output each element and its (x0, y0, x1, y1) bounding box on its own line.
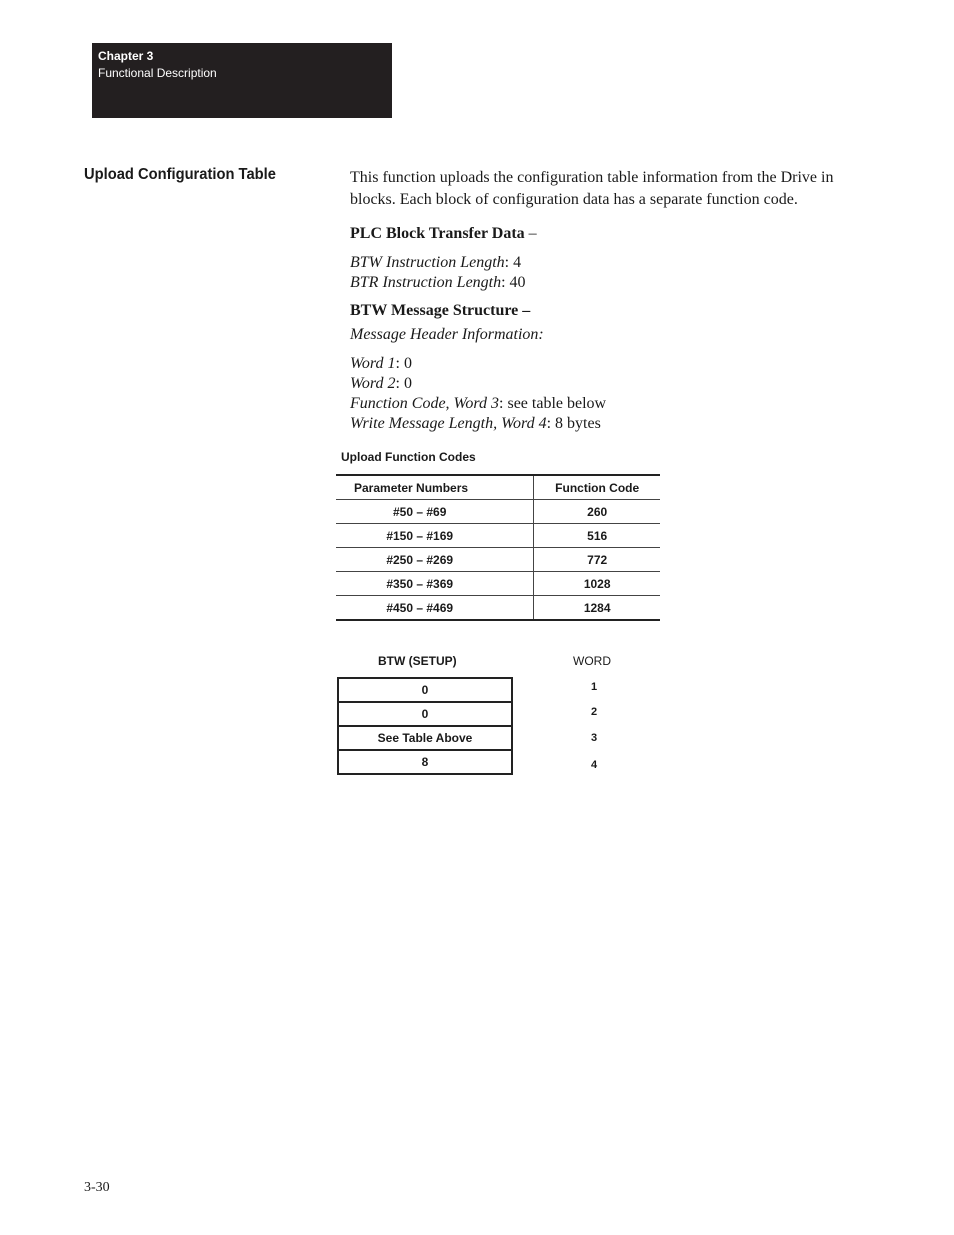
chapter-label: Chapter 3 (98, 49, 154, 63)
word-item-label: Function Code, Word 3 (350, 395, 500, 412)
page-number: 3-30 (84, 1180, 110, 1195)
btw-message-structure-heading: BTW Message Structure – (350, 302, 531, 319)
btr-instruction-length (350, 273, 526, 293)
word-item-value: : 8 bytes (546, 415, 601, 432)
word-column-title: WORD (573, 654, 611, 668)
word-item-value: : see table below (499, 395, 607, 412)
upload-function-codes-table (336, 474, 660, 621)
btw-length-value: : 4 (504, 254, 522, 271)
word-item-label: Word 2 (350, 375, 396, 392)
chapter-header (92, 43, 392, 118)
btw-word-cell: See Table Above (339, 727, 511, 751)
table-cell: #50 – #69 (336, 500, 534, 524)
btw-length-label: BTW Instruction Length (350, 254, 505, 271)
word-item-label: Word 1 (350, 355, 396, 372)
column-header: Function Code (534, 475, 660, 500)
word-list (350, 354, 606, 434)
table-row (336, 548, 660, 572)
table-cell: #450 – #469 (336, 596, 534, 621)
table-cell: 1284 (534, 596, 660, 621)
word-number: 1 (591, 681, 598, 693)
table-cell: #150 – #169 (336, 524, 534, 548)
message-header-label: Message Header Information: (350, 326, 544, 343)
table-row (336, 596, 660, 621)
table-cell: 260 (534, 500, 660, 524)
chapter-section: Functional Description (98, 66, 217, 80)
table-caption: Upload Function Codes (341, 450, 476, 464)
plc-dash: – (524, 225, 537, 242)
word-number: 3 (591, 732, 598, 744)
btw-word-cell: 8 (421, 755, 429, 769)
table-row (336, 500, 660, 524)
word-number: 4 (591, 759, 598, 771)
table-row (336, 524, 660, 548)
word-item (350, 414, 606, 434)
word-item (350, 394, 606, 414)
btw-setup-title: BTW (SETUP) (378, 654, 457, 668)
btr-length-label: BTR Instruction Length (350, 274, 502, 291)
btr-length-value: : 40 (501, 274, 526, 291)
table-cell: #250 – #269 (336, 548, 534, 572)
intro-paragraph: This function uploads the configuration table information from the Drive in blocks. Each block of configuration data has a separate function code. (350, 169, 834, 208)
table-cell: 1028 (534, 572, 660, 596)
word-item-label: Write Message Length, Word 4 (350, 415, 547, 432)
word-item (350, 354, 606, 374)
plc-label: PLC Block Transfer Data (350, 225, 525, 242)
table-cell: 772 (534, 548, 660, 572)
btw-word-cell: 0 (339, 703, 511, 727)
instruction-lengths (350, 253, 526, 293)
table-cell: #350 – #369 (336, 572, 534, 596)
word-item-value: : 0 (395, 375, 412, 392)
table-row (336, 572, 660, 596)
table-cell: 516 (534, 524, 660, 548)
word-item-value: : 0 (395, 355, 412, 372)
plc-block-transfer-heading (350, 224, 537, 244)
btw-setup-diagram (337, 677, 513, 775)
word-number: 2 (591, 706, 598, 718)
word-item (350, 374, 606, 394)
section-heading: Upload Configuration Table (84, 166, 276, 183)
btw-instruction-length (350, 253, 526, 273)
btw-word-cell: 0 (339, 679, 511, 703)
column-header: Parameter Numbers (336, 475, 534, 500)
table-header-row (336, 475, 660, 500)
